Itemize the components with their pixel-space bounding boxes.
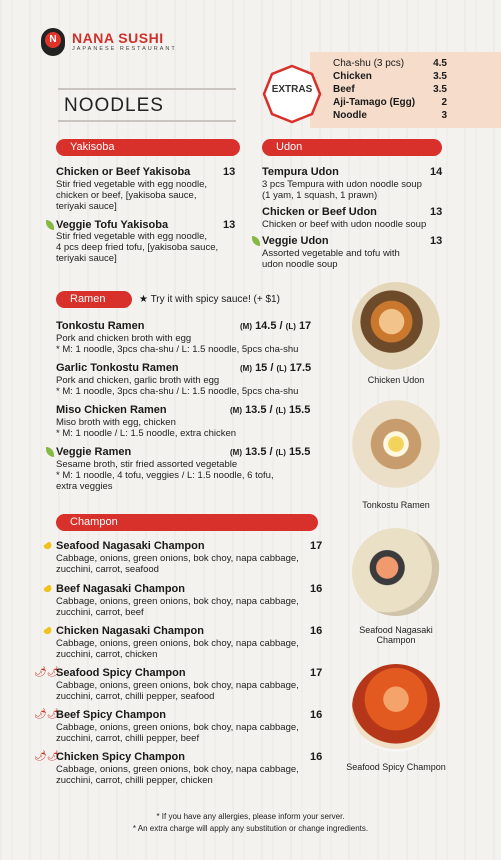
extras-label: EXTRAS: [271, 84, 313, 95]
item-desc: Pork and chicken broth with egg * M: 1 noodle, 3pcs cha-shu / L: 1.5 noodle, 5pcs cha-shu: [56, 333, 299, 355]
category-yakisoba: Yakisoba: [56, 139, 240, 156]
photo-caption: Seafood Spicy Champon: [346, 762, 446, 772]
item-name: Beef Spicy Champon: [56, 709, 167, 721]
item-name: Tonkostu Ramen: [56, 320, 145, 332]
item-price: 16: [310, 625, 323, 637]
item-price: 16: [310, 709, 323, 721]
item-desc: Chicken or beef with udon noodle soup: [262, 219, 427, 230]
leaf-icon: [46, 220, 54, 230]
leaf-icon: [252, 236, 260, 246]
divider: [58, 120, 236, 122]
item-name: Chicken or Beef Yakisoba: [56, 166, 191, 178]
photo-caption: Seafood Nagasaki Champon: [359, 625, 433, 645]
item-name: Veggie Ramen: [56, 446, 132, 458]
brand-subtitle: JAPANESE RESTAURANT: [72, 46, 177, 52]
item-price: (M) 13.5 / (L) 15.5: [230, 404, 311, 416]
item-price: 13: [223, 219, 236, 231]
item-price: 16: [310, 751, 323, 763]
item-name: Veggie Tofu Yakisoba: [56, 219, 169, 231]
photo-chicken-udon: [352, 282, 440, 370]
photo-tonkostu-ramen: [352, 400, 440, 488]
chili-pepper-icon: 🌶🌶: [34, 751, 60, 762]
item-name: Veggie Udon: [262, 235, 329, 247]
item-desc: Stir fried vegetable with egg noodle, 4 pcs deep fried tofu, [yakisoba sauce, teriyaki sauce]: [56, 231, 219, 264]
item-desc: Cabbage, onions, green onions, bok choy, napa cabbage, zucchini, carrot, seafood: [56, 553, 299, 575]
brand-name: NANA SUSHI: [72, 30, 164, 46]
chili-pepper-icon: 🌶🌶: [34, 667, 60, 678]
item-name: Tempura Udon: [262, 166, 339, 178]
spicy-note: ★ Try it with spicy sauce! (+ $1): [139, 294, 280, 305]
item-price: 17: [310, 540, 323, 552]
category-ramen: Ramen: [56, 291, 132, 308]
photo-caption: Chicken Udon: [367, 375, 425, 385]
item-name: Miso Chicken Ramen: [56, 404, 167, 416]
photo-seafood-nagasaki-champon: [352, 528, 440, 616]
item-desc: Cabbage, onions, green onions, bok choy, napa cabbage, zucchini, carrot, chilli pepper, beef: [56, 722, 299, 744]
item-desc: Assorted vegetable and tofu with udon noodle soup: [262, 248, 400, 270]
footer-note: * An extra charge will apply any substitution or change ingredients.: [132, 824, 369, 833]
item-price: 14: [430, 166, 443, 178]
item-name: Garlic Tonkostu Ramen: [56, 362, 179, 374]
extras-item: Aji-Tamago (Egg) 2: [333, 97, 447, 108]
extras-item: Cha-shu (3 pcs) 4.5: [333, 58, 447, 69]
item-name: Chicken Nagasaki Champon: [56, 625, 204, 637]
item-price: 17: [310, 667, 323, 679]
item-desc: 3 pcs Tempura with udon noodle soup (1 yam, 1 squash, 1 prawn): [262, 179, 422, 201]
item-price: 13: [223, 166, 236, 178]
item-price: 13: [430, 235, 443, 247]
item-desc: Cabbage, onions, green onions, bok choy, napa cabbage, zucchini, carrot, beef: [56, 596, 299, 618]
photo-caption: Tonkostu Ramen: [362, 500, 430, 510]
item-name: Seafood Spicy Champon: [56, 667, 186, 679]
item-name: Seafood Nagasaki Champon: [56, 540, 205, 552]
item-desc: Miso broth with egg, chicken * M: 1 noodle / L: 1.5 noodle, extra chicken: [56, 417, 237, 439]
footer-note: * If you have any allergies, please inform your server.: [156, 812, 345, 821]
item-desc: Cabbage, onions, green onions, bok choy, napa cabbage, zucchini, carrot, chilli pepper, seafood: [56, 680, 299, 702]
item-desc: Cabbage, onions, green onions, bok choy, napa cabbage, zucchini, carrot, chilli pepper, chicken: [56, 764, 299, 786]
extras-item: Noodle 3: [333, 110, 447, 121]
item-price: 13: [430, 206, 443, 218]
yellow-pepper-icon: [43, 626, 53, 636]
item-name: Beef Nagasaki Champon: [56, 583, 185, 595]
item-desc: Pork and chicken, garlic broth with egg * M: 1 noodle, 3pcs cha-shu / L: 1.5 noodle, 5pcs cha-shu: [56, 375, 299, 397]
page-title: NOODLES: [64, 95, 164, 116]
item-price: 16: [310, 583, 323, 595]
item-price: (M) 15 / (L) 17.5: [240, 362, 312, 374]
yellow-pepper-icon: [43, 541, 53, 551]
item-desc: Stir fried vegetable with egg noodle, chicken or beef, [yakisoba sauce, teriyaki sauce]: [56, 179, 208, 212]
yellow-pepper-icon: [43, 584, 53, 594]
logo-letter: N: [45, 32, 61, 48]
divider: [58, 88, 236, 90]
logo-icon: [41, 28, 65, 56]
category-udon: Udon: [262, 139, 442, 156]
item-desc: Cabbage, onions, green onions, bok choy, napa cabbage, zucchini, carrot, chicken: [56, 638, 299, 660]
extras-item: Chicken 3.5: [333, 71, 447, 82]
item-desc: Sesame broth, stir fried assorted vegetable * M: 1 noodle, 4 tofu, veggies / L: 1.5 noodle, 6 tofu, extra veggies: [56, 459, 274, 492]
leaf-icon: [46, 447, 54, 457]
extras-item: Beef 3.5: [333, 84, 447, 95]
item-price: (M) 13.5 / (L) 15.5: [230, 446, 311, 458]
item-name: Chicken Spicy Champon: [56, 751, 185, 763]
category-champon: Champon: [56, 514, 318, 531]
item-price: (M) 14.5 / (L) 17: [240, 320, 312, 332]
photo-seafood-spicy-champon: [352, 664, 440, 752]
item-name: Chicken or Beef Udon: [262, 206, 377, 218]
chili-pepper-icon: 🌶🌶: [34, 709, 60, 720]
